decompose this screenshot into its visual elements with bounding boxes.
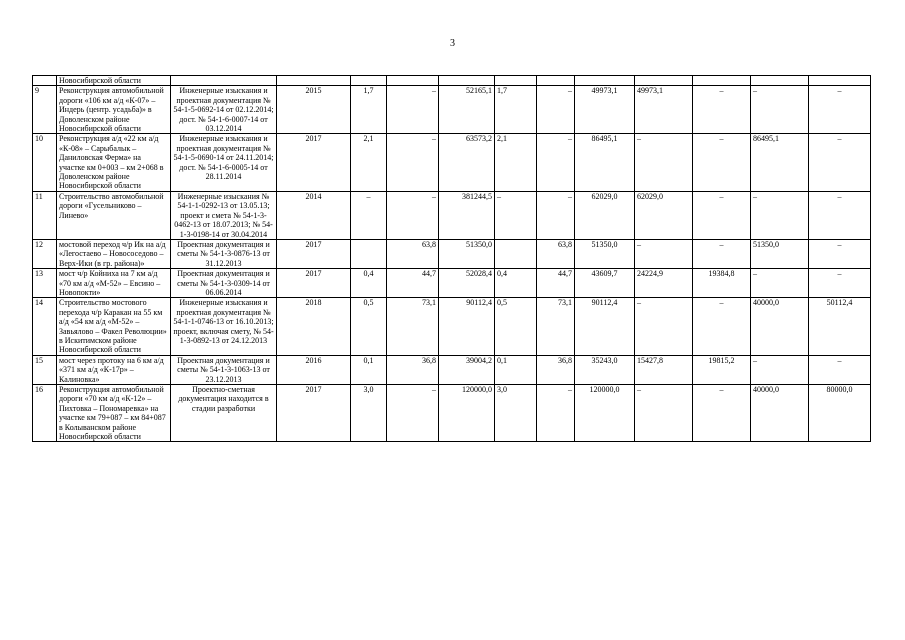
document-info: Проектно-сметная документация находится в стадии разработки (171, 385, 277, 442)
year: 2015 (277, 86, 351, 134)
table-row (33, 134, 871, 191)
funding-year-3: 51350,0 (751, 239, 809, 268)
year: 2017 (277, 134, 351, 191)
funding-year-3: – (751, 269, 809, 298)
length-pm-remaining: – (537, 86, 575, 134)
document-info: Проектная документация и сметы № 54-1-3-0876-13 от 31.12.2013 (171, 239, 277, 268)
funding-year-2: – (693, 239, 751, 268)
object-name: Реконструкция автомобильной дороги «106 км а/д «К-07» – Индерь (центр. усадьба)» в Доволенском районе Новосибирской области (57, 86, 171, 134)
length-pm: 63,8 (387, 239, 439, 268)
length-km: 2,1 (351, 134, 387, 191)
funding-year-4: – (809, 269, 871, 298)
funding-year-4: 80000,0 (809, 385, 871, 442)
length-km-remaining: 2,1 (495, 134, 537, 191)
funding-total: 35243,0 (575, 355, 635, 384)
funding-total: 120000,0 (575, 385, 635, 442)
funding-year-3: – (751, 86, 809, 134)
table-row (33, 86, 871, 134)
length-pm: – (387, 191, 439, 239)
document-info: Инженерные изыскания № 54-1-1-0292-13 от 13.05.13; проект и смета № 54-1-3-0462-13 от 18.07.2013; № 54-1-3-0198-14 от 30.04.2014 (171, 191, 277, 239)
length-km: 1,7 (351, 86, 387, 134)
funding-year-4: 50112,4 (809, 298, 871, 355)
object-name: Строительство автомобильной дороги «Гусельниково – Линево» (57, 191, 171, 239)
year: 2018 (277, 298, 351, 355)
length-pm-remaining: 44,7 (537, 269, 575, 298)
length-km-remaining: 3,0 (495, 385, 537, 442)
object-name: мост ч/р Койниха на 7 км а/д «70 км а/д «М-52» – Евсино – Новопокти» (57, 269, 171, 298)
estimated-cost: 63573,2 (439, 134, 495, 191)
document-info: Инженерные изыскания и проектная документация № 54-1-5-0690-14 от 24.11.2014; дост. № 54-1-6-0005-14 от 28.11.2014 (171, 134, 277, 191)
funding-year-2: – (693, 385, 751, 442)
estimated-cost: 381244,5 (439, 191, 495, 239)
table-row (33, 298, 871, 355)
length-km-remaining (495, 239, 537, 268)
funding-total: 43609,7 (575, 269, 635, 298)
year: 2017 (277, 269, 351, 298)
length-km: 0,5 (351, 298, 387, 355)
funding-year-1: 49973,1 (635, 86, 693, 134)
length-km-remaining: – (495, 191, 537, 239)
funding-year-1: 15427,8 (635, 355, 693, 384)
length-km-remaining: 0,5 (495, 298, 537, 355)
length-km-remaining: 0,4 (495, 269, 537, 298)
funding-year-4: – (809, 239, 871, 268)
table-row (33, 191, 871, 239)
estimated-cost: 51350,0 (439, 239, 495, 268)
year: 2014 (277, 191, 351, 239)
row-number: 14 (33, 298, 57, 355)
row-number: 15 (33, 355, 57, 384)
estimated-cost: 39004,2 (439, 355, 495, 384)
row-number: 16 (33, 385, 57, 442)
row-number: 10 (33, 134, 57, 191)
year: 2017 (277, 385, 351, 442)
object-name: Реконструкция а/д «22 км а/д «К-08» – Сарыбалык – Даниловская Ферма» на участке км 0+003 – км 2+068 в Доволенском районе Новосибирской области (57, 134, 171, 191)
length-km: 0,4 (351, 269, 387, 298)
funding-total: 62029,0 (575, 191, 635, 239)
estimated-cost: 52028,4 (439, 269, 495, 298)
length-pm: 36,8 (387, 355, 439, 384)
table-row (33, 239, 871, 268)
document-info: Проектная документация и сметы № 54-1-3-0309-14 от 06.06.2014 (171, 269, 277, 298)
length-pm: – (387, 134, 439, 191)
table-row (33, 355, 871, 384)
funding-year-1: – (635, 239, 693, 268)
length-pm: – (387, 385, 439, 442)
object-name: мост через протоку на 6 км а/д «371 км а/д «К-17р» – Калиновка» (57, 355, 171, 384)
length-km: 0,1 (351, 355, 387, 384)
funding-year-4: – (809, 191, 871, 239)
funding-year-2: 19815,2 (693, 355, 751, 384)
row-number: 13 (33, 269, 57, 298)
row-number: 9 (33, 86, 57, 134)
length-km-remaining: 0,1 (495, 355, 537, 384)
funding-year-4: – (809, 355, 871, 384)
funding-year-4: – (809, 134, 871, 191)
estimated-cost: 90112,4 (439, 298, 495, 355)
funding-year-1: – (635, 385, 693, 442)
length-km (351, 239, 387, 268)
funding-year-1: – (635, 134, 693, 191)
estimated-cost: 52165,1 (439, 86, 495, 134)
funding-total: 90112,4 (575, 298, 635, 355)
program-table (32, 75, 871, 442)
funding-year-3: – (751, 191, 809, 239)
funding-total: 49973,1 (575, 86, 635, 134)
length-pm-remaining: – (537, 385, 575, 442)
length-pm: 44,7 (387, 269, 439, 298)
funding-year-3: – (751, 355, 809, 384)
length-pm: 73,1 (387, 298, 439, 355)
funding-year-3: 86495,1 (751, 134, 809, 191)
funding-total: 51350,0 (575, 239, 635, 268)
funding-year-1: 62029,0 (635, 191, 693, 239)
length-pm-remaining: 36,8 (537, 355, 575, 384)
year: 2016 (277, 355, 351, 384)
table-row (33, 269, 871, 298)
table-row (33, 76, 871, 86)
funding-year-4: – (809, 86, 871, 134)
object-name: Строительство мостового перехода ч/р Каракан на 55 км а/д «54 км а/д «М-52» – Завьялово – Факел Революции» в Искитимском районе Новосибирской области (57, 298, 171, 355)
object-name: Реконструкция автомобильной дороги «70 км а/д «К-12» – Пихтовка – Пономаревка» на участке км 79+087 – км 84+087 в Колыванском районе Новосибирской области (57, 385, 171, 442)
document-info: Проектная документация и сметы № 54-1-3-1063-13 от 23.12.2013 (171, 355, 277, 384)
length-pm: – (387, 86, 439, 134)
row-number: 12 (33, 239, 57, 268)
row-number: 11 (33, 191, 57, 239)
page-number: 3 (450, 38, 455, 49)
funding-year-2: – (693, 191, 751, 239)
length-pm-remaining: 73,1 (537, 298, 575, 355)
document-info: Инженерные изыскания и проектная документация № 54-1-5-0692-14 от 02.12.2014; дост. № 54-1-6-0007-14 от 03.12.2014 (171, 86, 277, 134)
length-km: – (351, 191, 387, 239)
document-info: Инженерные изыскания и проектная документация № 54-1-1-0746-13 от 16.10.2013; проект, включая смету, № 54-1-3-0892-13 от 24.12.2013 (171, 298, 277, 355)
funding-year-3: 40000,0 (751, 298, 809, 355)
funding-year-2: – (693, 86, 751, 134)
year: 2017 (277, 239, 351, 268)
object-name: мостовой переход ч/р Ик на а/д «Легостаево – Новососедово – Верх-Ики (в гр. района)» (57, 239, 171, 268)
length-km-remaining: 1,7 (495, 86, 537, 134)
length-pm-remaining: 63,8 (537, 239, 575, 268)
funding-year-2: – (693, 134, 751, 191)
funding-total: 86495,1 (575, 134, 635, 191)
estimated-cost: 120000,0 (439, 385, 495, 442)
funding-year-3: 40000,0 (751, 385, 809, 442)
length-pm-remaining: – (537, 191, 575, 239)
funding-year-1: – (635, 298, 693, 355)
funding-year-2: – (693, 298, 751, 355)
length-km: 3,0 (351, 385, 387, 442)
table-row (33, 385, 871, 442)
funding-year-2: 19384,8 (693, 269, 751, 298)
length-pm-remaining: – (537, 134, 575, 191)
object-name: Новосибирской области (57, 76, 171, 86)
funding-year-1: 24224,9 (635, 269, 693, 298)
